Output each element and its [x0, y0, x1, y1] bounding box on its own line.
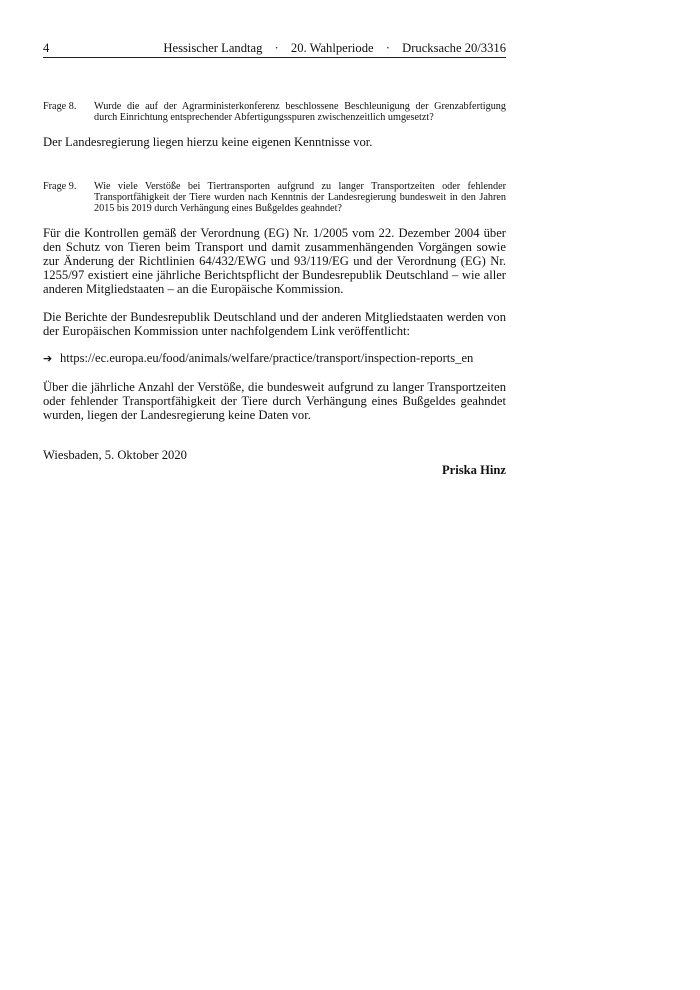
question-label: Frage 8.	[43, 101, 77, 112]
question-9	[43, 181, 506, 214]
answer-9-paragraph-3: Über die jährliche Anzahl der Verstöße, die bundesweit aufgrund zu langer Transportzeiten oder fehlender Transportfähigkeit der Tiere durch Verhängung eines Bußgeldes geahndet wurden, liegen der Landesregierung keine Daten vor.	[43, 379, 506, 422]
page-number: 4	[43, 41, 50, 55]
parliament-name: Hessischer Landtag	[163, 41, 263, 55]
header-meta	[163, 40, 506, 57]
document-number: Drucksache 20/3316	[402, 41, 506, 55]
document-page	[43, 40, 506, 477]
report-link-line	[43, 351, 506, 366]
signature: Priska Hinz	[441, 462, 506, 477]
question-label: Frage 9.	[43, 181, 77, 192]
answer-9-paragraph-2: Die Berichte der Bundesrepublik Deutschland und der anderen Mitgliedstaaten werden von der Europäischen Kommission unter nachfolgendem Link veröffentlicht:	[43, 310, 506, 338]
place-and-date: Wiesbaden, 5. Oktober 2020	[43, 447, 187, 462]
answer-9-paragraph-1: Für die Kontrollen gemäß der Verordnung (EG) Nr. 1/2005 vom 22. Dezember 2004 über den Schutz von Tieren beim Transport und damit zusammenhängenden Vorgängen sowie zur Änderung der Richtlinien 64/432/EWG und 93/119/EG und der Verordnung (EG) Nr. 1255/97 existiert eine jährliche Berichtspflicht der Bundesrepublik Deutschland – wie aller anderen Mitgliedstaaten – an die Europäische Kommission.	[43, 226, 506, 296]
question-text: Wie viele Verstöße bei Tiertransporten aufgrund zu langer Transportzeiten oder fehlender Transportfähigkeit der Tiere wurden nach Kenntnis der Landesregierung bundesweit in den Jahren 2015 bis 2019 durch Verhängung eines Bußgeldes geahndet?	[94, 181, 506, 214]
running-header	[43, 40, 506, 58]
header-separator: ·	[385, 41, 390, 55]
question-text: Wurde die auf der Agrarministerkonferenz beschlossene Beschleunigung der Grenzabfertigung durch Einrichtung entsprechender Abfertigungsspuren zwischenzeitlich umgesetzt?	[94, 101, 506, 123]
header-separator: ·	[274, 41, 279, 55]
legislative-term: 20. Wahlperiode	[290, 41, 374, 55]
report-link[interactable]: https://ec.europa.eu/food/animals/welfare/practice/transport/inspection-reports_en	[60, 350, 474, 365]
question-8	[43, 101, 506, 123]
arrow-right-icon: ➔	[43, 351, 53, 365]
answer-8: Der Landesregierung liegen hierzu keine eigenen Kenntnisse vor.	[43, 135, 373, 149]
